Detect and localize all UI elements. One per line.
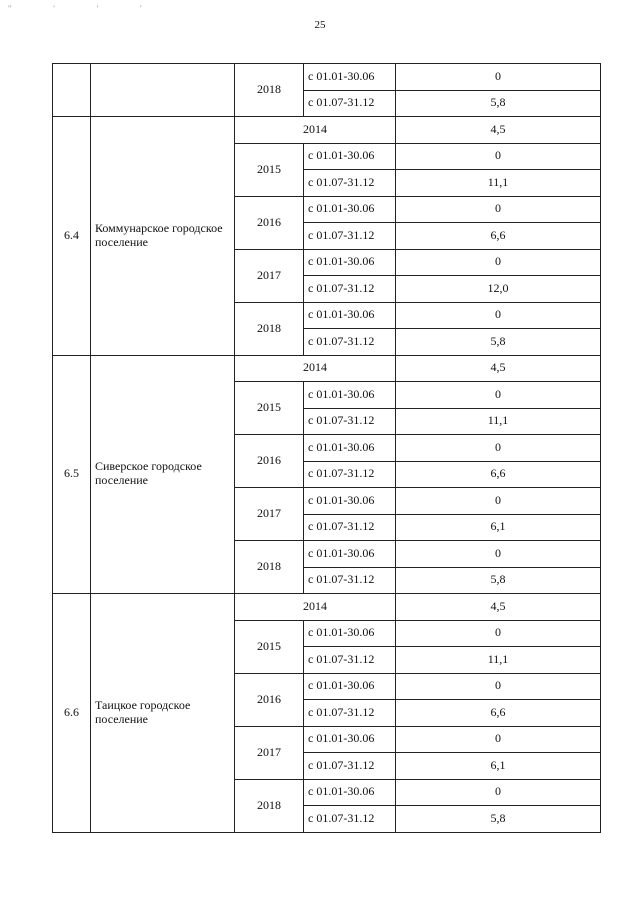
period-cell: с 01.07-31.12	[304, 647, 396, 674]
value-cell: 6,1	[396, 753, 601, 780]
row-number: 6.4	[53, 117, 91, 356]
value-cell: 0	[396, 779, 601, 806]
value-cell: 0	[396, 382, 601, 409]
row-number	[53, 64, 91, 117]
value-cell: 0	[396, 143, 601, 170]
value-cell: 6,6	[396, 461, 601, 488]
period-cell: с 01.01-30.06	[304, 726, 396, 753]
period-cell: с 01.01-30.06	[304, 249, 396, 276]
value-cell: 5,8	[396, 567, 601, 594]
value-cell: 0	[396, 64, 601, 91]
value-cell: 11,1	[396, 408, 601, 435]
year-cell: 2016	[235, 435, 304, 488]
year-cell: 2015	[235, 620, 304, 673]
period-cell: с 01.07-31.12	[304, 170, 396, 197]
table-row	[53, 64, 601, 91]
period-cell: с 01.01-30.06	[304, 302, 396, 329]
period-cell: с 01.07-31.12	[304, 806, 396, 833]
value-cell: 0	[396, 726, 601, 753]
scan-marks: " ' ' '	[8, 4, 162, 13]
year-cell: 2015	[235, 382, 304, 435]
settlement-name: Коммунарское городское поселение	[91, 117, 235, 356]
period-cell: с 01.01-30.06	[304, 488, 396, 515]
settlement-name	[91, 64, 235, 117]
table-row	[53, 117, 601, 144]
period-cell: с 01.07-31.12	[304, 329, 396, 356]
value-cell: 4,5	[396, 594, 601, 621]
period-cell: с 01.01-30.06	[304, 435, 396, 462]
value-cell: 0	[396, 673, 601, 700]
period-cell: с 01.07-31.12	[304, 514, 396, 541]
settlement-name: Сиверское городское поселение	[91, 355, 235, 594]
period-cell: с 01.01-30.06	[304, 673, 396, 700]
period-cell: с 01.07-31.12	[304, 753, 396, 780]
value-cell: 5,8	[396, 90, 601, 117]
value-cell: 0	[396, 541, 601, 568]
settlement-name: Таицкое городское поселение	[91, 594, 235, 833]
value-cell: 11,1	[396, 170, 601, 197]
year-cell: 2017	[235, 249, 304, 302]
period-cell: с 01.01-30.06	[304, 143, 396, 170]
year-cell: 2018	[235, 64, 304, 117]
period-cell: с 01.07-31.12	[304, 567, 396, 594]
period-cell: с 01.01-30.06	[304, 779, 396, 806]
period-cell: с 01.01-30.06	[304, 620, 396, 647]
period-cell: с 01.01-30.06	[304, 196, 396, 223]
value-cell: 6,6	[396, 223, 601, 250]
value-cell: 0	[396, 620, 601, 647]
period-cell: с 01.07-31.12	[304, 700, 396, 727]
year-cell: 2018	[235, 541, 304, 594]
year-cell: 2016	[235, 196, 304, 249]
value-cell: 11,1	[396, 647, 601, 674]
period-cell: с 01.07-31.12	[304, 223, 396, 250]
value-cell: 4,5	[396, 355, 601, 382]
value-cell: 5,8	[396, 329, 601, 356]
value-cell: 6,1	[396, 514, 601, 541]
base-year-cell: 2014	[235, 117, 396, 144]
value-cell: 0	[396, 435, 601, 462]
value-cell: 12,0	[396, 276, 601, 303]
value-cell: 0	[396, 196, 601, 223]
value-cell: 6,6	[396, 700, 601, 727]
period-cell: с 01.07-31.12	[304, 90, 396, 117]
value-cell: 0	[396, 488, 601, 515]
base-year-cell: 2014	[235, 355, 396, 382]
year-cell: 2015	[235, 143, 304, 196]
period-cell: с 01.07-31.12	[304, 461, 396, 488]
tariff-table	[52, 63, 601, 833]
value-cell: 5,8	[396, 806, 601, 833]
period-cell: с 01.01-30.06	[304, 382, 396, 409]
base-year-cell: 2014	[235, 594, 396, 621]
period-cell: с 01.01-30.06	[304, 64, 396, 91]
year-cell: 2017	[235, 726, 304, 779]
row-number: 6.6	[53, 594, 91, 833]
year-cell: 2017	[235, 488, 304, 541]
row-number: 6.5	[53, 355, 91, 594]
period-cell: с 01.07-31.12	[304, 408, 396, 435]
year-cell: 2018	[235, 779, 304, 832]
page-number: 25	[314, 19, 326, 31]
value-cell: 0	[396, 302, 601, 329]
year-cell: 2018	[235, 302, 304, 355]
year-cell: 2016	[235, 673, 304, 726]
period-cell: с 01.07-31.12	[304, 276, 396, 303]
table-row	[53, 594, 601, 621]
value-cell: 4,5	[396, 117, 601, 144]
table-row	[53, 355, 601, 382]
period-cell: с 01.01-30.06	[304, 541, 396, 568]
value-cell: 0	[396, 249, 601, 276]
